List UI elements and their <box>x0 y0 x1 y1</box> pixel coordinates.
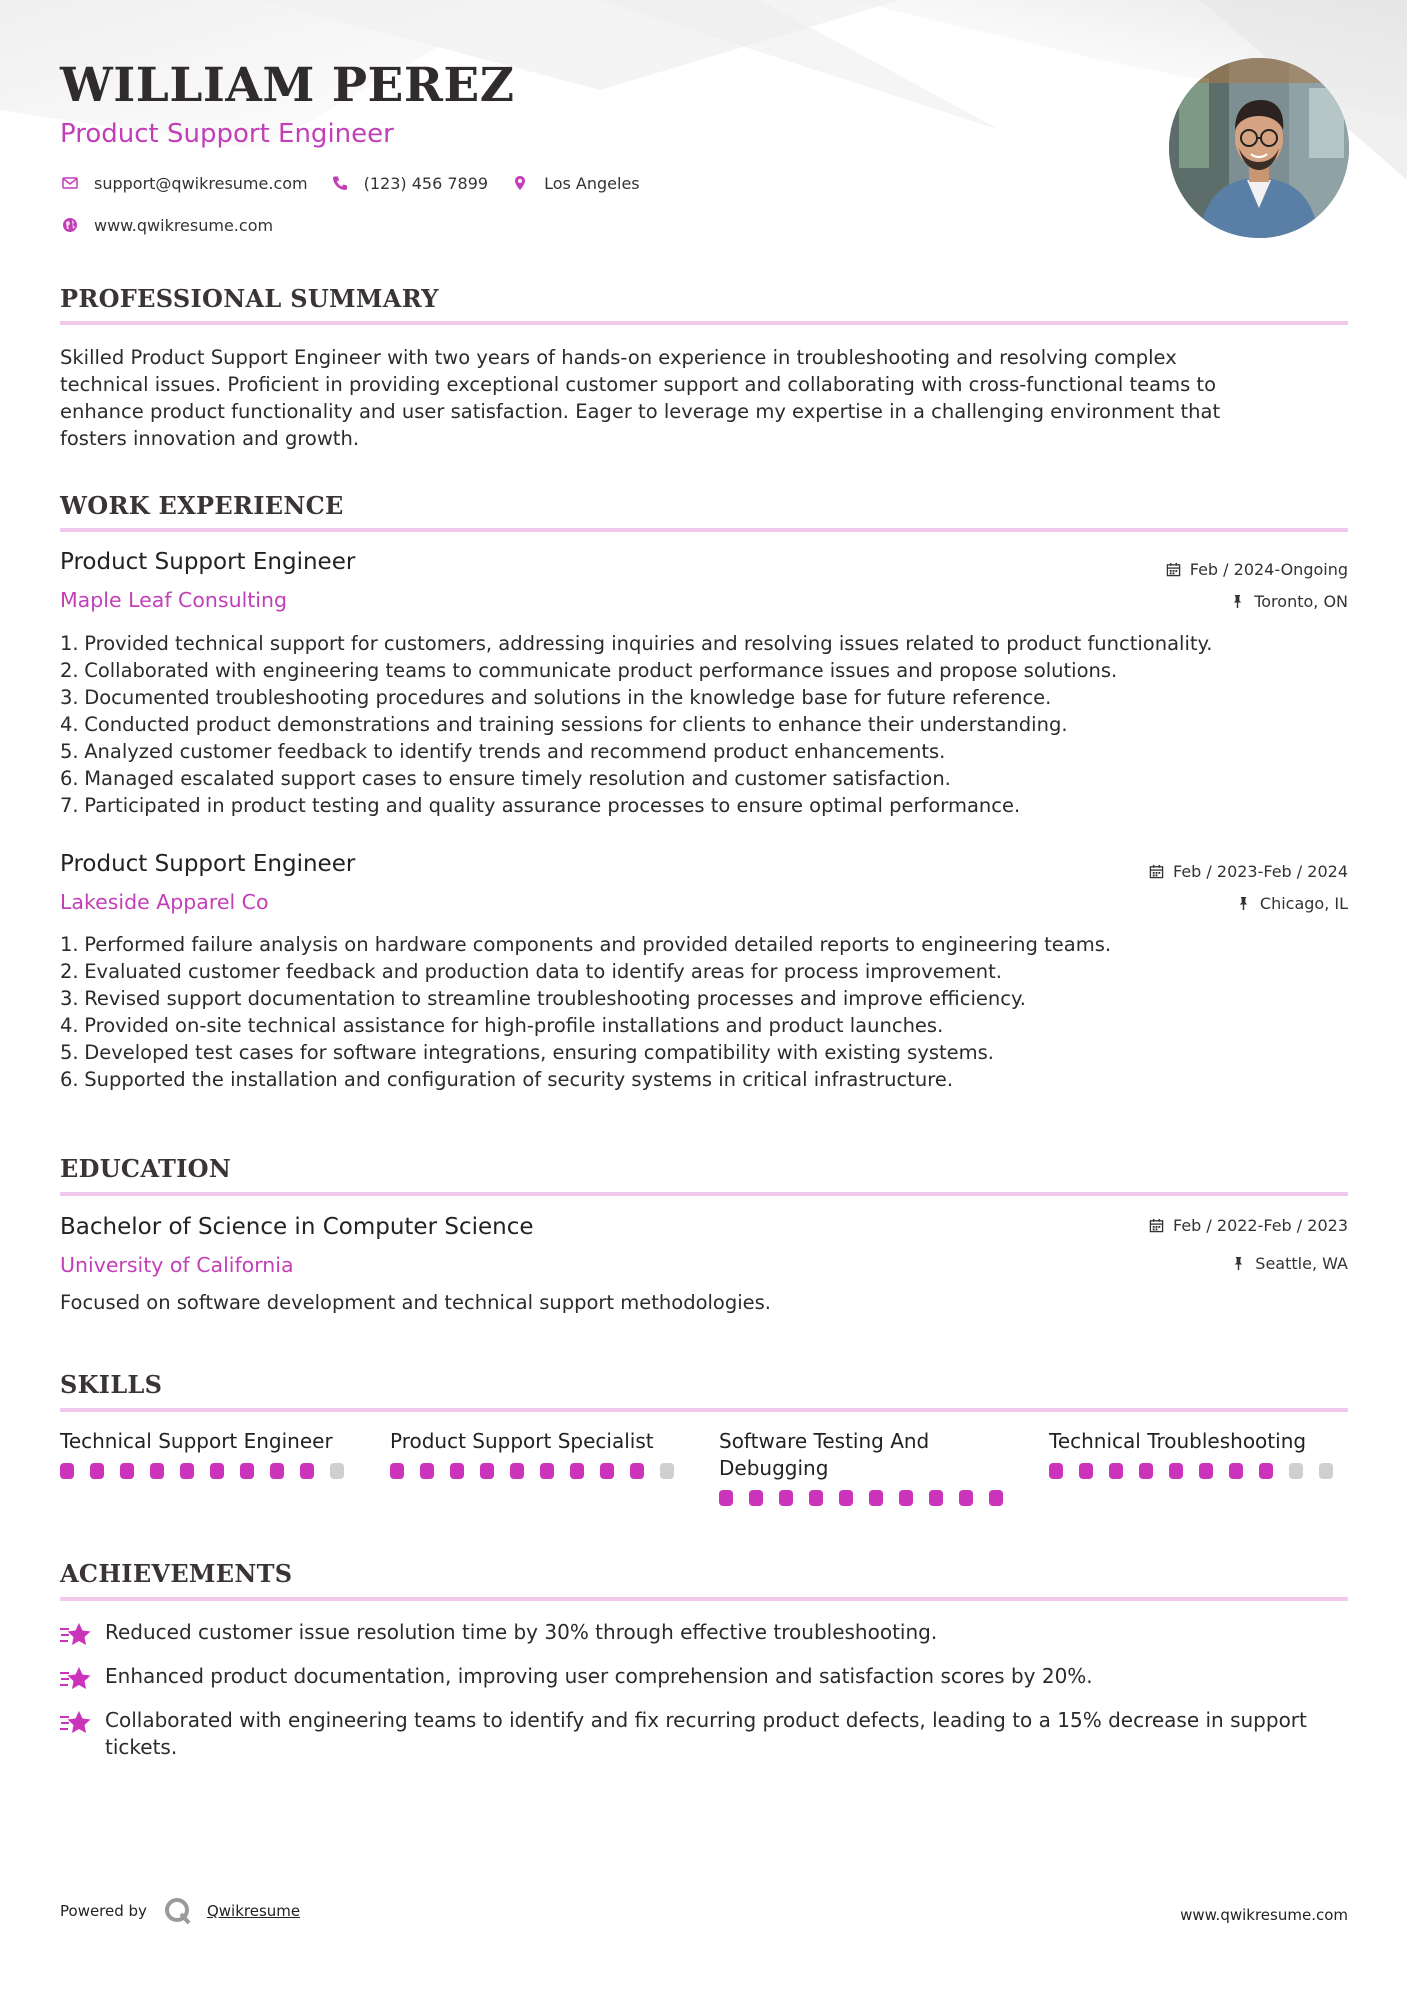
profile-photo <box>1169 58 1349 238</box>
achievement-item <box>60 1663 1348 1697</box>
dates-text: Feb / 2024-Ongoing <box>1189 560 1348 579</box>
section-divider <box>60 528 1348 532</box>
calendar-icon <box>1166 562 1181 577</box>
dates-text: Feb / 2022-Feb / 2023 <box>1173 1216 1348 1235</box>
rating-dot <box>1289 1463 1303 1479</box>
list-item: 6. Managed escalated support cases to ensure timely resolution and customer satisfaction. <box>60 767 951 790</box>
job-location <box>1236 894 1348 913</box>
summary-line: fosters innovation and growth. <box>60 427 360 450</box>
email-text: support@qwikresume.com <box>94 173 308 193</box>
skill-rating <box>60 1463 360 1479</box>
rating-dot <box>749 1490 763 1506</box>
calendar-icon <box>1149 864 1164 879</box>
rating-dot <box>570 1463 584 1479</box>
section-divider <box>60 1408 1348 1412</box>
rating-dot <box>240 1463 254 1479</box>
list-item: 5. Analyzed customer feedback to identify trends and recommend product enhancements. <box>60 740 946 763</box>
rating-dot <box>899 1490 913 1506</box>
qwikresume-logo-icon <box>163 1896 193 1926</box>
summary-line: Skilled Product Support Engineer with two years of hands-on experience in troubleshooting and resolving complex <box>60 346 1177 369</box>
powered-by-label: Powered by <box>60 1902 147 1920</box>
summary-heading: PROFESSIONAL SUMMARY <box>60 284 439 313</box>
company-name: Lakeside Apparel Co <box>60 890 269 914</box>
achievement-item <box>60 1707 1348 1761</box>
rating-dot <box>1139 1463 1153 1479</box>
rating-dot <box>60 1463 74 1479</box>
rating-dot <box>1169 1463 1183 1479</box>
rating-dot <box>120 1463 134 1479</box>
location-text: Los Angeles <box>544 173 640 193</box>
skill-name: Technical Support Engineer <box>60 1429 333 1453</box>
education-dates <box>1149 1216 1348 1235</box>
rating-dot <box>660 1463 674 1479</box>
job-title: Product Support Engineer <box>60 549 356 575</box>
skill-item <box>719 1428 1019 1506</box>
skill-rating <box>390 1463 690 1479</box>
rating-dot <box>719 1490 733 1506</box>
rating-dot <box>809 1490 823 1506</box>
summary-line: enhance product functionality and user satisfaction. Eager to leverage my expertise in a challenging environment that <box>60 400 1221 423</box>
list-item: 2. Evaluated customer feedback and production data to identify areas for process improvement. <box>60 960 1002 983</box>
school-name: University of California <box>60 1253 294 1277</box>
rating-dot <box>959 1490 973 1506</box>
rating-dot <box>420 1463 434 1479</box>
list-item: 1. Provided technical support for customers, addressing inquiries and resolving issues related to product functionality. <box>60 632 1213 655</box>
star-icon <box>60 1707 105 1761</box>
rating-dot <box>390 1463 404 1479</box>
achievement-text: Collaborated with engineering teams to identify and fix recurring product defects, leading to a 15% decrease in support tickets. <box>105 1708 1307 1759</box>
job-location <box>1230 592 1348 611</box>
education-location <box>1231 1254 1348 1273</box>
rating-dot <box>839 1490 853 1506</box>
dates-text: Feb / 2023-Feb / 2024 <box>1173 862 1348 881</box>
map-pin-icon <box>510 173 530 193</box>
rating-dot <box>480 1463 494 1479</box>
section-divider <box>60 1597 1348 1601</box>
envelope-icon <box>60 173 80 193</box>
skill-rating <box>719 1490 1019 1506</box>
job-bullets <box>60 931 1348 1093</box>
rating-dot <box>180 1463 194 1479</box>
job-bullets <box>60 630 1348 819</box>
contact-row <box>60 173 662 193</box>
star-icon <box>60 1619 105 1653</box>
location-text: Seattle, WA <box>1255 1254 1348 1273</box>
rating-dot <box>330 1463 344 1479</box>
skill-name: Software Testing And Debugging <box>719 1429 930 1480</box>
rating-dot <box>150 1463 164 1479</box>
list-item: 4. Provided on-site technical assistance for high-profile installations and product launches. <box>60 1014 944 1037</box>
experience-heading: WORK EXPERIENCE <box>60 491 344 520</box>
list-item: 3. Documented troubleshooting procedures and solutions in the knowledge base for future reference. <box>60 686 1052 709</box>
list-item: 1. Performed failure analysis on hardware components and provided detailed reports to engineering teams. <box>60 933 1112 956</box>
rating-dot <box>1319 1463 1333 1479</box>
rating-dot <box>540 1463 554 1479</box>
rating-dot <box>1079 1463 1093 1479</box>
phone-text: (123) 456 7899 <box>363 173 489 193</box>
list-item: 3. Revised support documentation to streamline troubleshooting processes and improve efficiency. <box>60 987 1026 1010</box>
rating-dot <box>270 1463 284 1479</box>
section-divider <box>60 1192 1348 1196</box>
rating-dot <box>300 1463 314 1479</box>
skill-name: Product Support Specialist <box>390 1429 654 1453</box>
list-item: 7. Participated in product testing and quality assurance processes to ensure optimal performance. <box>60 794 1021 817</box>
education-description: Focused on software development and technical support methodologies. <box>60 1291 771 1314</box>
list-item: 5. Developed test cases for software integrations, ensuring compatibility with existing systems. <box>60 1041 994 1064</box>
company-name: Maple Leaf Consulting <box>60 588 288 612</box>
globe-icon <box>60 215 80 235</box>
skill-name: Technical Troubleshooting <box>1049 1429 1307 1453</box>
contact-website[interactable] <box>60 215 273 235</box>
degree-title: Bachelor of Science in Computer Science <box>60 1214 534 1240</box>
achievement-item <box>60 1619 1348 1653</box>
rating-dot <box>779 1490 793 1506</box>
achievement-text: Enhanced product documentation, improving user comprehension and satisfaction scores by 20%. <box>105 1664 1093 1688</box>
skill-rating <box>1049 1463 1349 1479</box>
brand-link[interactable]: Qwikresume <box>206 1902 301 1920</box>
rating-dot <box>90 1463 104 1479</box>
skills-heading: SKILLS <box>60 1370 163 1399</box>
section-divider <box>60 321 1348 325</box>
contact-row-website <box>60 215 295 235</box>
contact-phone[interactable] <box>330 173 488 193</box>
rating-dot <box>929 1490 943 1506</box>
contact-location <box>510 173 640 193</box>
candidate-name: WILLIAM PEREZ <box>60 58 515 113</box>
job-title: Product Support Engineer <box>60 851 356 877</box>
phone-icon <box>330 173 350 193</box>
achievement-text: Reduced customer issue resolution time by 30% through effective troubleshooting. <box>105 1620 938 1644</box>
rating-dot <box>1049 1463 1063 1479</box>
calendar-icon <box>1149 1218 1164 1233</box>
summary-text <box>60 344 1348 452</box>
pushpin-icon <box>1230 594 1245 609</box>
footer-powered-by <box>60 1896 300 1926</box>
star-icon <box>60 1663 105 1697</box>
rating-dot <box>1229 1463 1243 1479</box>
list-item: 4. Conducted product demonstrations and training sessions for clients to enhance their understanding. <box>60 713 1068 736</box>
rating-dot <box>600 1463 614 1479</box>
job-dates <box>1149 862 1348 881</box>
rating-dot <box>510 1463 524 1479</box>
rating-dot <box>1259 1463 1273 1479</box>
website-text: www.qwikresume.com <box>94 215 274 235</box>
rating-dot <box>989 1490 1003 1506</box>
skill-item <box>390 1428 690 1479</box>
pushpin-icon <box>1236 896 1251 911</box>
education-heading: EDUCATION <box>60 1154 232 1183</box>
job-dates <box>1166 560 1348 579</box>
rating-dot <box>630 1463 644 1479</box>
summary-line: technical issues. Proficient in providing exceptional customer support and collaborating with cross-functional teams to <box>60 373 1217 396</box>
rating-dot <box>210 1463 224 1479</box>
list-item: 6. Supported the installation and configuration of security systems in critical infrastructure. <box>60 1068 954 1091</box>
rating-dot <box>869 1490 883 1506</box>
rating-dot <box>1109 1463 1123 1479</box>
rating-dot <box>1199 1463 1213 1479</box>
location-text: Toronto, ON <box>1254 592 1348 611</box>
candidate-title: Product Support Engineer <box>60 119 394 149</box>
skill-item <box>1049 1428 1349 1479</box>
achievements-heading: ACHIEVEMENTS <box>60 1559 293 1588</box>
rating-dot <box>450 1463 464 1479</box>
pushpin-icon <box>1231 1256 1246 1271</box>
location-text: Chicago, IL <box>1259 894 1348 913</box>
footer-website[interactable]: www.qwikresume.com <box>1180 1906 1348 1924</box>
skill-item <box>60 1428 360 1479</box>
list-item: 2. Collaborated with engineering teams to communicate product performance issues and propose solutions. <box>60 659 1118 682</box>
contact-email[interactable] <box>60 173 308 193</box>
